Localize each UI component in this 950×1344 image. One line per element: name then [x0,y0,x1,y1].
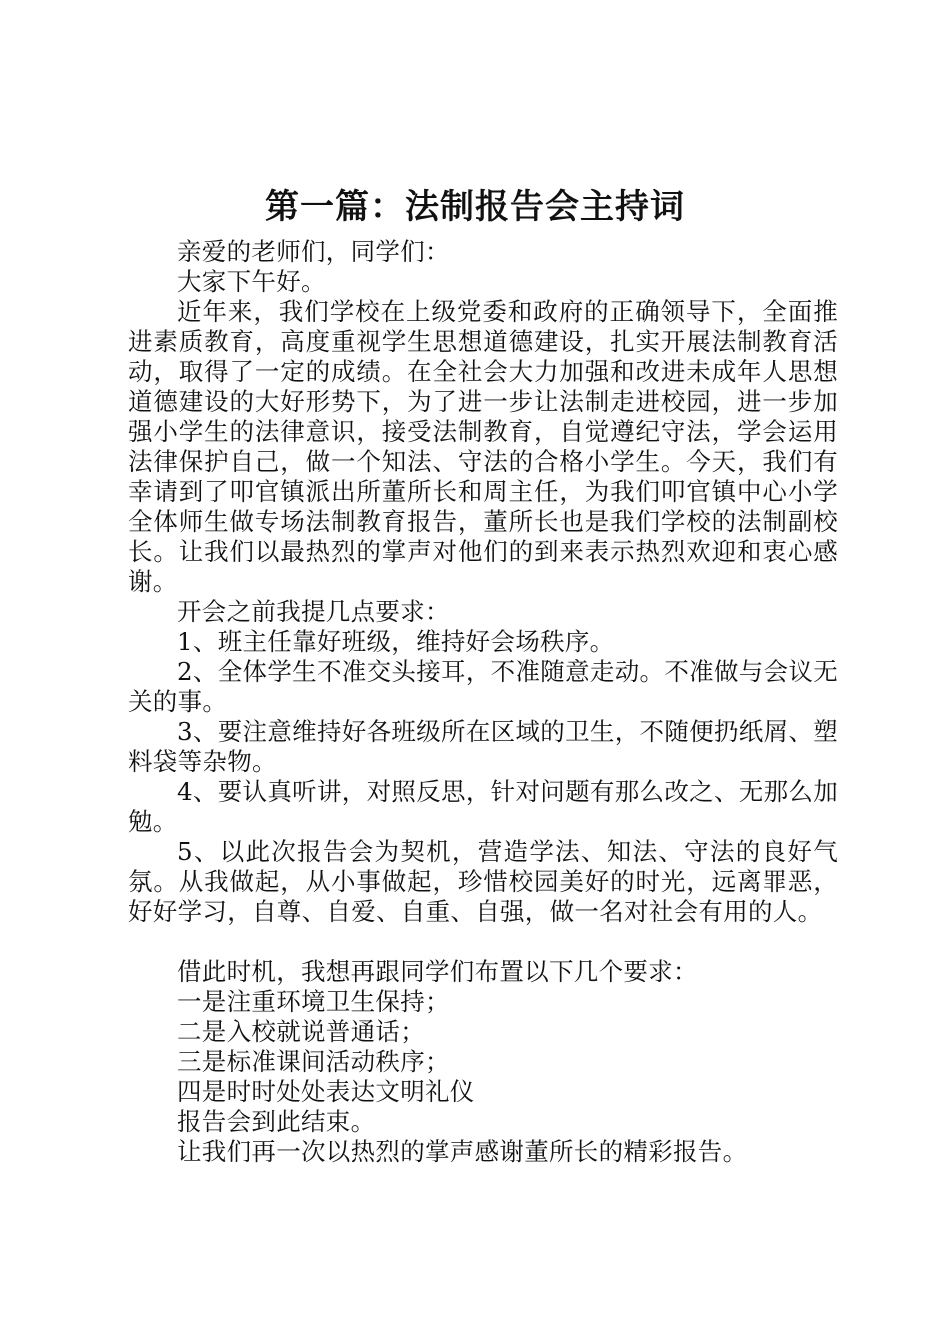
requirement-4-paragraph: 4、要认真听讲，对照反思，针对问题有那么改之、无那么加勉。 [128,777,838,836]
document-body [128,237,838,1167]
additional-requirement-3-paragraph: 三是标准课间活动秩序； [177,1047,450,1076]
greeting-paragraph: 亲爱的老师们，同学们： [177,237,450,266]
additional-requirement-1-paragraph: 一是注重环境卫生保持； [177,987,450,1016]
requirement-2-paragraph: 2、全体学生不准交头接耳，不准随意走动。不准做与会议无关的事。 [128,657,838,716]
requirements-heading-paragraph: 开会之前我提几点要求： [177,597,450,626]
requirement-5-paragraph: 5、以此次报告会为契机，营造学法、知法、守法的良好气氛。从我做起，从小事做起，珍惜校园美好的时光，远离罪恶，好好学习，自尊、自爱、自重、自强，做一名对社会有用的人。 [128,837,838,926]
salutation-paragraph: 大家下午好。 [177,267,326,296]
additional-requirements-heading-paragraph: 借此时机，我想再跟同学们布置以下几个要求： [177,957,698,986]
document-title: 第一篇：法制报告会主持词 [265,187,685,227]
introduction-paragraph: 近年来，我们学校在上级党委和政府的正确领导下，全面推进素质教育，高度重视学生思想道德建设，扎实开展法制教育活动，取得了一定的成绩。在全社会大力加强和改进未成年人思想道德建设的大好形势下，为了进一步让法制走进校园，进一步加强小学生的法律意识，接受法制教育，自觉遵纪守法，学会运用法律保护自己，做一个知法、守法的合格小学生。今天，我们有幸请到了叩官镇派出所董所长和周主任，为我们叩官镇中心小学全体师生做专场法制教育报告，董所长也是我们学校的法制副校长。让我们以最热烈的掌声对他们的到来表示热烈欢迎和衷心感谢。 [128,297,838,596]
additional-requirement-2-paragraph: 二是入校就说普通话； [177,1017,425,1046]
requirement-3-paragraph: 3、要注意维持好各班级所在区域的卫生，不随便扔纸屑、塑料袋等杂物。 [128,717,838,776]
final-thanks-paragraph: 让我们再一次以热烈的掌声感谢董所长的精彩报告。 [177,1137,748,1166]
requirement-1-paragraph: 1、班主任靠好班级，维持好会场秩序。 [177,627,615,656]
closing-paragraph: 报告会到此结束。 [177,1107,376,1136]
additional-requirement-4-paragraph: 四是时时处处表达文明礼仪 [177,1077,475,1106]
